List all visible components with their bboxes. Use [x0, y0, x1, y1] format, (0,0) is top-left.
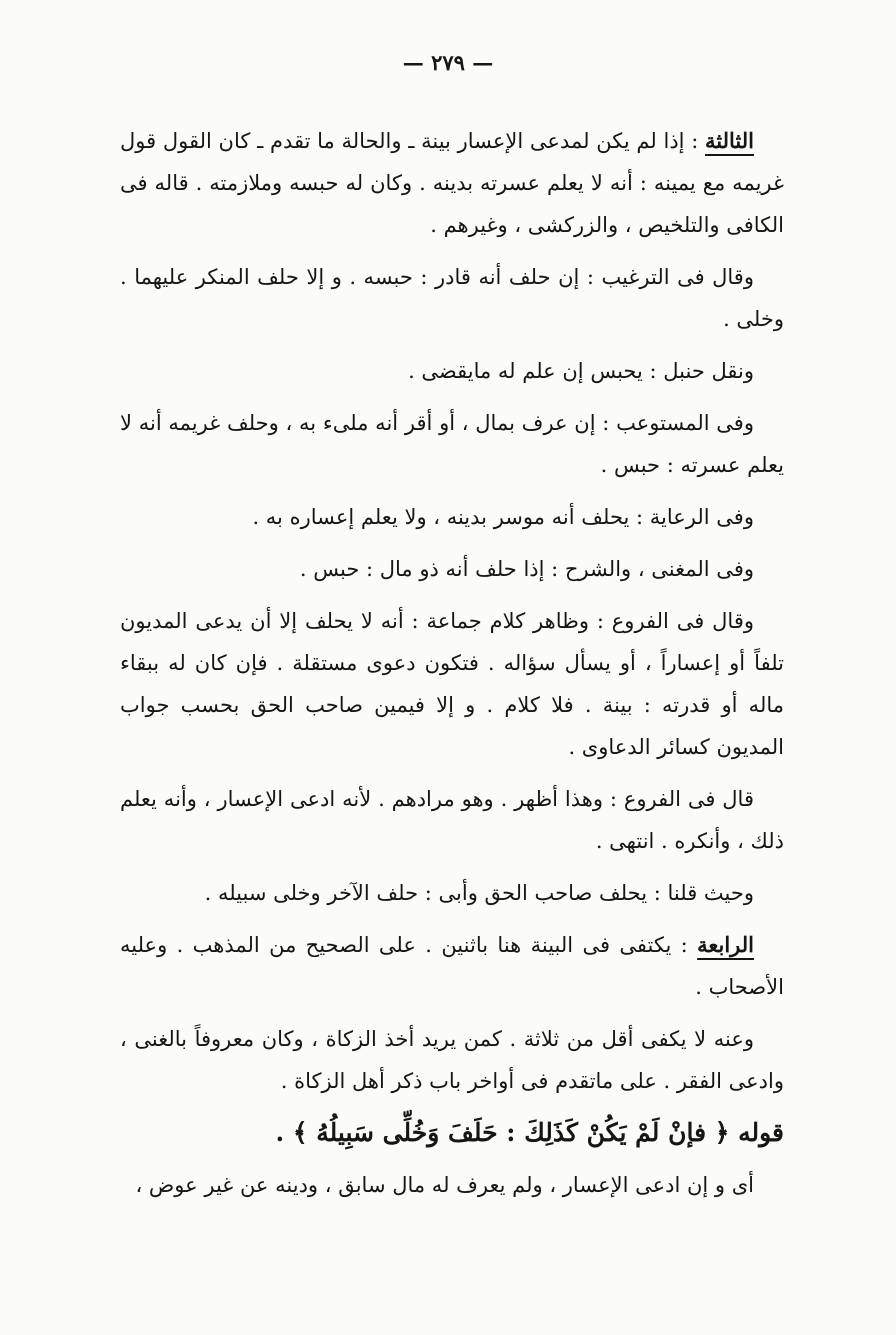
paragraph-text: وقال فى الترغيب : إن حلف أنه قادر : حبسه . و إلا حلف المنكر عليهما . وخلى . [120, 265, 784, 331]
paragraph [120, 924, 784, 1008]
paragraph-text: أى و إن ادعى الإعسار ، ولم يعرف له مال سابق ، ودينه عن غير عوض ، [135, 1173, 754, 1197]
paragraph-text: : إذا لم يكن لمدعى الإعسار بينة ـ والحالة ما تقدم ـ كان القول قول غريمه مع يمينه : أنه لا يعلم عسرته بدينه . وكان له حبسه وملازمته . قاله فى الكافى والتلخيص ، والزركشى ، وغيرهم . [120, 129, 784, 237]
paragraph [120, 120, 784, 246]
paragraph-text: وقال فى الفروع : وظاهر كلام جماعة : أنه لا يحلف إلا أن يدعى المديون تلفاً أو إعساراً ، أو يسأل سؤاله . فتكون دعوى مستقلة . فإن كان له ببقاء ماله أو قدرته : بينة . فلا كلام . و إلا فيمين صاحب الحق بحسب جواب المديون كسائر الدعاوى . [120, 609, 784, 759]
paragraph [120, 600, 784, 768]
paragraph [120, 1164, 784, 1206]
paragraph [120, 350, 784, 392]
section-heading: الثالثة [705, 128, 754, 153]
paragraph [120, 496, 784, 538]
paragraph-text: وفى المغنى ، والشرح : إذا حلف أنه ذو مال : حبس . [299, 557, 754, 581]
paragraph [120, 1018, 784, 1102]
paragraph-text: قال فى الفروع : وهذا أظهر . وهو مرادهم . لأنه ادعى الإعسار ، وأنه يعلم ذلك ، وأنكره . انتهى . [120, 787, 784, 853]
paragraph [120, 778, 784, 862]
paragraph [120, 256, 784, 340]
section-heading: الرابعة [697, 932, 754, 957]
quoted-text-paragraph [120, 1112, 784, 1154]
paragraph-text: : يكتفى فى البينة هنا باثنين . على الصحيح من المذهب . وعليه الأصحاب . [120, 933, 784, 999]
quote-label: قوله [738, 1118, 784, 1147]
quoted-verse: ﴿ فإنْ لَمْ يَكُنْ كَذَلِكَ : حَلَفَ وَخُلِّى سَبِيلُهُ ﴾ [292, 1118, 730, 1147]
paragraph-text: وفى الرعاية : يحلف أنه موسر بدينه ، ولا يعلم إعساره به . [252, 505, 754, 529]
text-body [120, 120, 784, 1216]
page-number: — ٢٧٩ — [402, 50, 494, 75]
paragraph-text: وعنه لا يكفى أقل من ثلاثة . كمن يريد أخذ الزكاة ، وكان معروفاً بالغنى ، وادعى الفقر . على ماتقدم فى أواخر باب ذكر أهل الزكاة . [120, 1027, 784, 1093]
paragraph [120, 402, 784, 486]
quote-end: . [275, 1118, 285, 1147]
paragraph [120, 548, 784, 590]
paragraph-text: وفى المستوعب : إن عرف بمال ، أو أقر أنه ملىء به ، وحلف غريمه أنه لا يعلم عسرته : حبس . [120, 411, 784, 477]
paragraph [120, 872, 784, 914]
paragraph-text: ونقل حنبل : يحبس إن علم له مايقضى . [408, 359, 754, 383]
paragraph-text: وحيث قلنا : يحلف صاحب الحق وأبى : حلف الآخر وخلى سبيله . [204, 881, 754, 905]
